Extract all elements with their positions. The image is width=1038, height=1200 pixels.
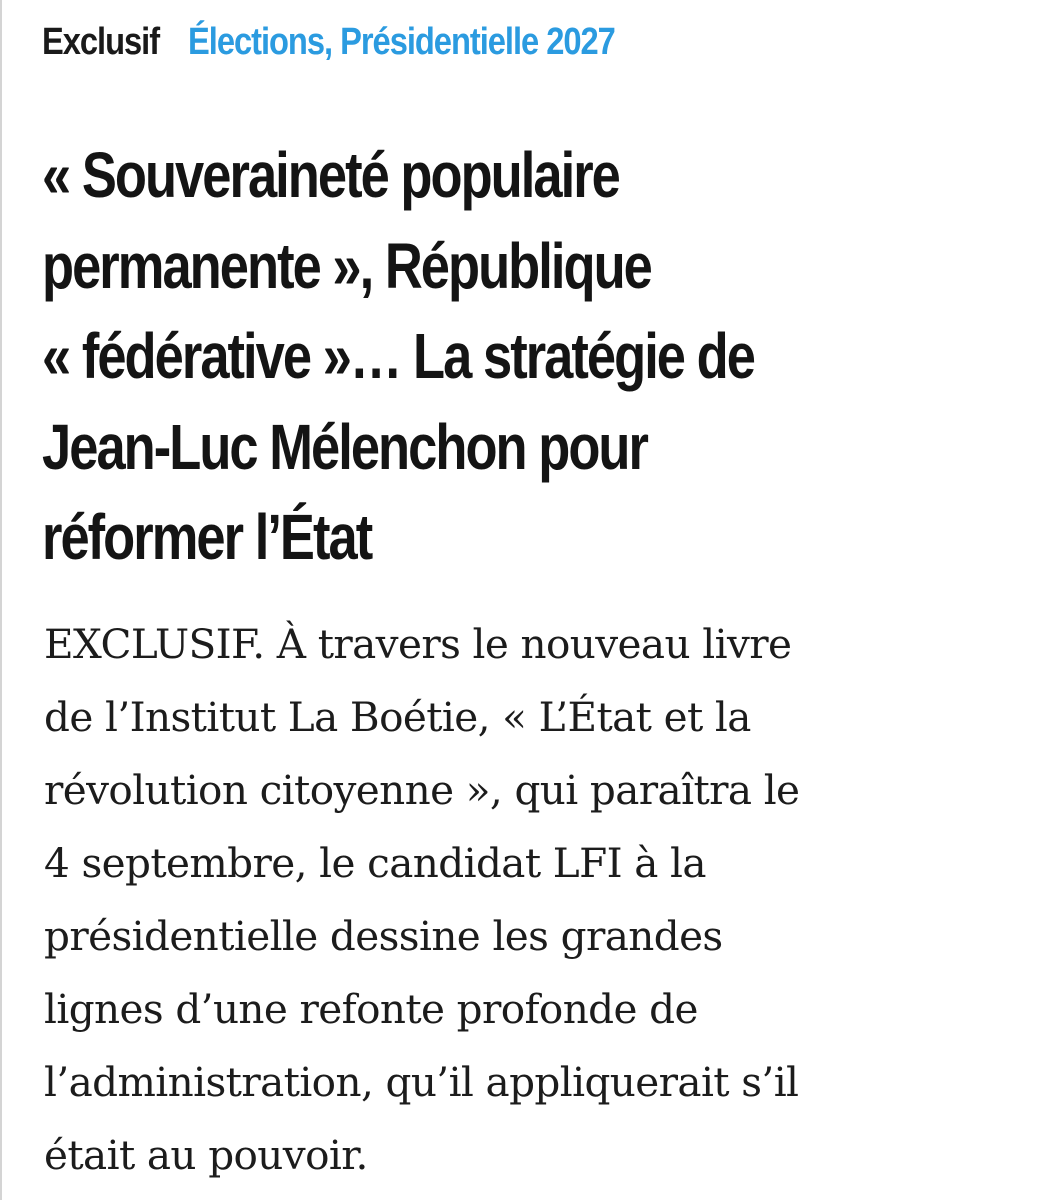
headline-line: Jean-Luc Mélenchon pour — [42, 410, 647, 483]
headline-line: « fédérative »… La stratégie de — [42, 320, 754, 392]
lede-line: l’administration, qu’il appliquerait s’il — [44, 1058, 799, 1106]
article-lede — [44, 608, 1004, 1192]
category-link[interactable]: Élections, Présidentielle 2027 — [188, 20, 615, 63]
lede-line: de l’Institut La Boétie, « L’État et la — [44, 693, 751, 741]
headline-line: « Souveraineté populaire — [42, 139, 619, 211]
headline-line: réformer l’État — [42, 501, 372, 573]
lede-line: 4 septembre, le candidat LFI à la — [44, 839, 706, 887]
article-headline — [42, 130, 952, 583]
lede-line: révolution citoyenne », qui paraîtra le — [44, 766, 800, 814]
lede-line: lignes d’une refonte profonde de — [44, 985, 698, 1033]
exclusive-label: Exclusif — [42, 20, 160, 63]
kicker-row — [42, 18, 684, 66]
lede-line: EXCLUSIF. À travers le nouveau livre — [44, 620, 792, 668]
headline-line: permanente », République — [42, 229, 651, 302]
lede-line: présidentielle dessine les grandes — [44, 912, 723, 960]
lede-line: était au pouvoir. — [44, 1131, 368, 1179]
